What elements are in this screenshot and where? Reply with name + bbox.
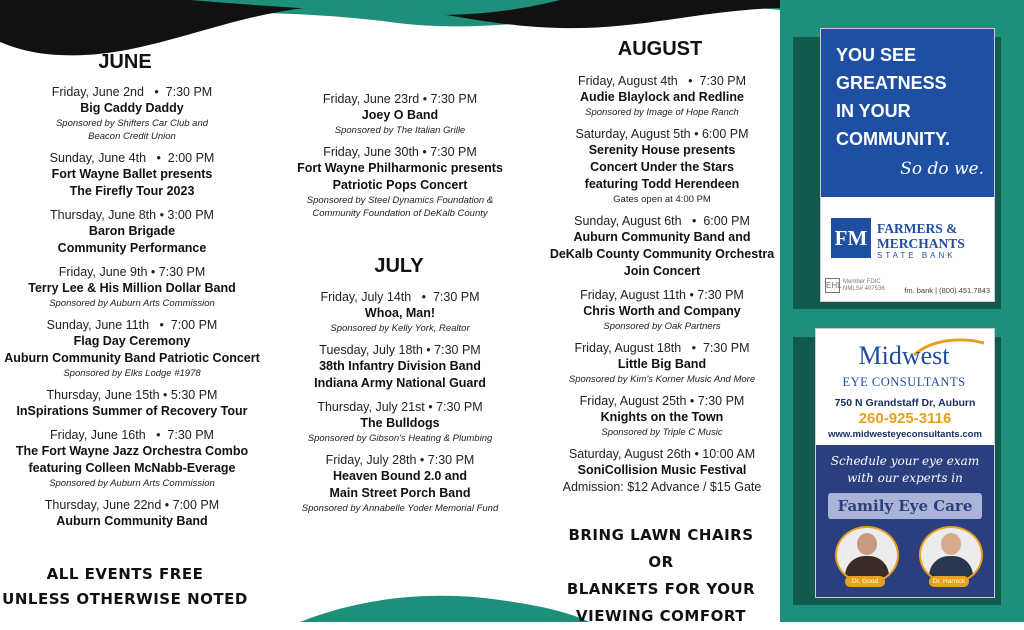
event-item: Tuesday, July 18th • 7:30 PM 38th Infantry Division Band Indiana Army National Guard (314, 343, 486, 390)
event-item: Friday, July 28th • 7:30 PM Heaven Bound 2.0 and Main Street Porch Band Sponsored by Annabelle Yoder Memorial Fund (301, 453, 499, 514)
eye-brand: Midwest (858, 341, 950, 370)
eye-banner: Family Eye Care (828, 493, 982, 519)
event-item: Thursday, July 21st • 7:30 PM The Bulldogs Sponsored by Gibson's Heating & Plumbing (307, 400, 493, 444)
free-events-note: ALL EVENTS FREE UNLESS OTHERWISE NOTED (2, 565, 248, 608)
event-item: Friday, August 25th • 7:30 PM Knights on the Town Sponsored by Triple C Music (579, 394, 745, 438)
month-heading-june: JUNE (98, 51, 152, 73)
doctor-label: Dr. Harnick (929, 576, 969, 587)
event-item: Friday, August 4th • 7:30 PM Audie Blaylock and Redline Sponsored by Image of Hope Ranch (577, 74, 747, 118)
event-item: Saturday, August 26th • 10:00 AM SoniCollision Music Festival Admission: $12 Advance / $15 Gate (562, 447, 762, 494)
equal-housing-icon: EHL (825, 278, 840, 293)
event-item: Saturday, August 5th • 6:00 PM Serenity House presents Concert Under the Stars featuring Todd Herendeen Gates open at 4:00 PM (575, 127, 749, 205)
event-item: Thursday, June 22nd • 7:00 PM Auburn Community Band (44, 498, 220, 528)
event-item: Sunday, August 6th • 6:00 PM Auburn Community Band and DeKalb County Community Orchestra Join Concert (549, 214, 775, 278)
bank-contact: fm. bank | (800) 451.7843 (904, 286, 990, 295)
bank-ad-banner (821, 29, 994, 197)
eye-cta-panel (816, 445, 994, 597)
doctor-label: Dr. Good (845, 576, 885, 587)
bank-ad[interactable] (820, 28, 995, 302)
event-item: Sunday, June 4th • 2:00 PM Fort Wayne Ballet presents The Firefly Tour 2023 (49, 151, 215, 198)
eye-cta: Schedule your eye exam with our experts in (830, 454, 980, 485)
event-item: Friday, July 14th • 7:30 PM Whoa, Man! Sponsored by Kelly York, Realtor (320, 290, 480, 334)
bank-subname: STATE BANK (877, 251, 956, 260)
event-item: Thursday, June 8th • 3:00 PM Baron Brigade Community Performance (50, 208, 214, 255)
bank-logo-icon: FM (831, 218, 871, 258)
eye-address: 750 N Grandstaff Dr, Auburn (834, 397, 976, 409)
bottom-teal-wave (300, 596, 590, 622)
event-item: Friday, June 2nd • 7:30 PM Big Caddy Daddy Sponsored by Shifters Car Club and Beacon Credit Union (51, 85, 213, 142)
bank-ad-headline: YOU SEE GREATNESS IN YOUR COMMUNITY. (836, 45, 950, 149)
lawn-chairs-note: BRING LAWN CHAIRS OR BLANKETS FOR YOUR VIEWING COMFORT (566, 526, 756, 625)
july-events (280, 289, 520, 522)
eye-subbrand: EYE CONSULTANTS (842, 375, 966, 389)
june-events (2, 84, 262, 537)
bank-ad-tagline: So do we. (900, 159, 984, 179)
june-continued-events (280, 91, 520, 227)
event-item: Friday, August 11th • 7:30 PM Chris Worth and Company Sponsored by Oak Partners (580, 288, 744, 332)
event-item: Friday, June 30th • 7:30 PM Fort Wayne Philharmonic presents Patriotic Pops Concert Sponsored by Steel Dynamics Foundation & Community Foundation of DeKalb County (297, 145, 503, 219)
event-item: Friday, August 18th • 7:30 PM Little Big Band Sponsored by Kim's Korner Music And More (568, 341, 756, 385)
month-heading-august: AUGUST (617, 38, 703, 60)
event-item: Friday, June 9th • 7:30 PM Terry Lee & His Million Dollar Band Sponsored by Auburn Arts Commission (28, 265, 236, 309)
eye-phone[interactable]: 260-925-3116 (858, 410, 952, 427)
event-item: Sunday, June 11th • 7:00 PM Flag Day Ceremony Auburn Community Band Patriotic Concert Sponsored by Elks Lodge #1978 (4, 318, 260, 379)
event-item: Friday, June 16th • 7:30 PM The Fort Wayne Jazz Orchestra Combo featuring Colleen McNabb-Everage Sponsored by Auburn Arts Commission (15, 428, 249, 489)
eye-url[interactable]: www.midwesteyeconsultants.com (828, 429, 982, 440)
event-item: Friday, June 23rd • 7:30 PM Joey O Band Sponsored by The Italian Grille (322, 92, 478, 136)
august-events (546, 73, 778, 502)
eye-ad[interactable] (815, 328, 995, 598)
month-heading-july: JULY (374, 255, 424, 277)
bank-fine-print: Member FDIC NMLS# 407536 (843, 279, 885, 292)
bank-name: FARMERS & MERCHANTS (877, 221, 965, 251)
event-item: Thursday, June 15th • 5:30 PM InSpirations Summer of Recovery Tour (16, 388, 248, 418)
